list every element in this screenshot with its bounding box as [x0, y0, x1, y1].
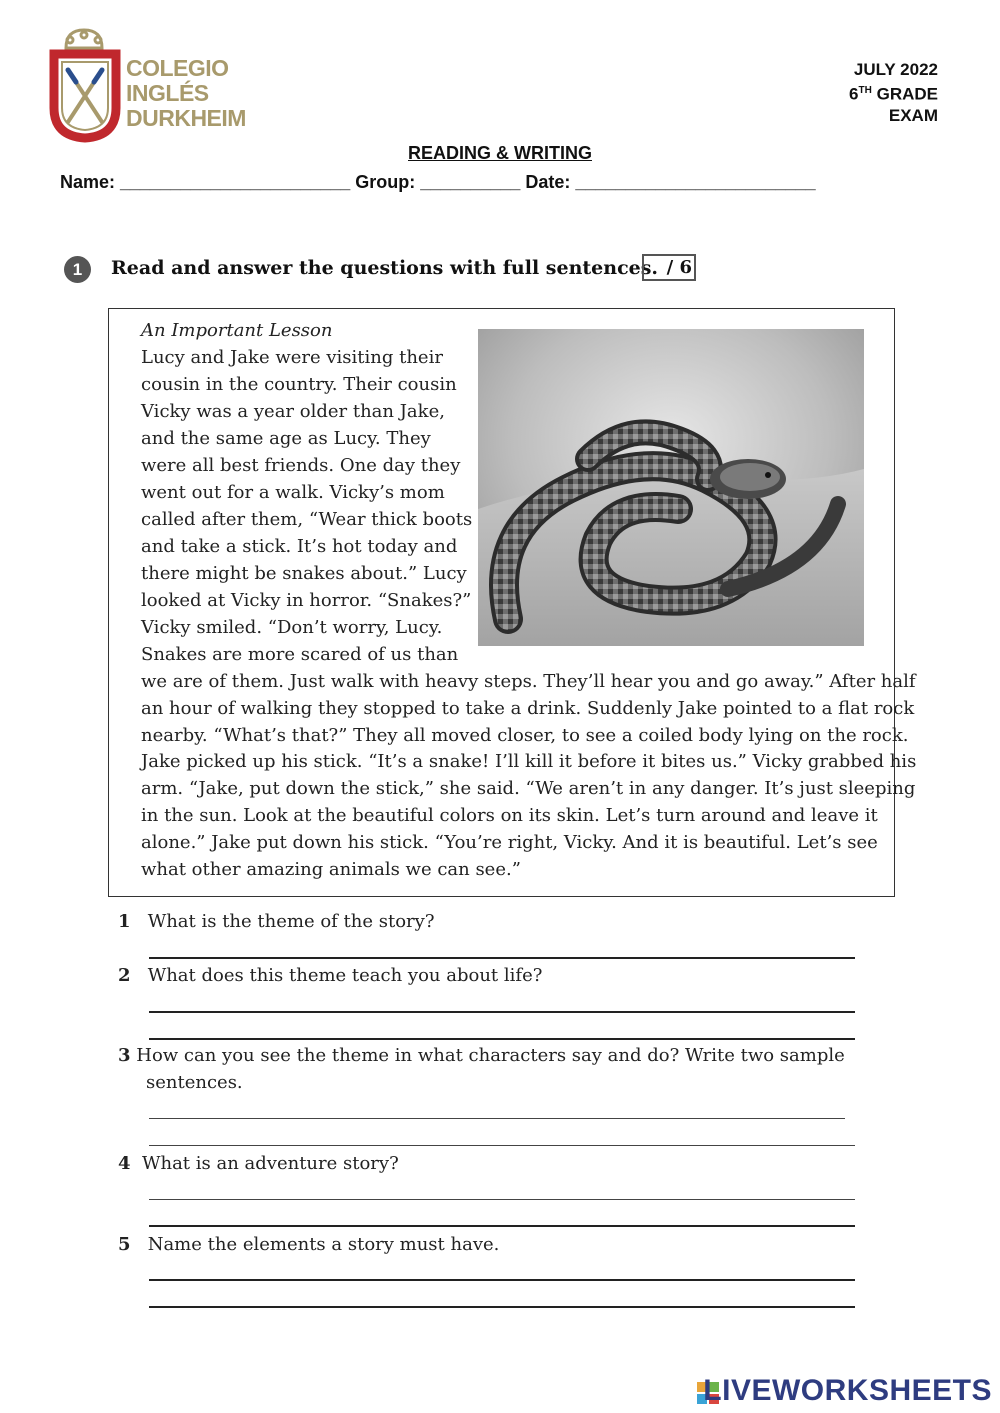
story-line: called after them, “Wear thick boots — [141, 509, 473, 530]
story-line: alone.” Jake put down his stick. “You’re right, Vicky. And it is beautiful. Let’s see — [141, 832, 878, 853]
question-2: 2 What does this theme teach you about life? — [118, 965, 543, 986]
story-line: and take a stick. It’s hot today and — [141, 536, 458, 557]
story-line: Vicky was a year older than Jake, — [141, 401, 445, 422]
question-3: 3 How can you see the theme in what characters say and do? Write two sample — [118, 1045, 845, 1066]
page-title: READING & WRITING — [408, 143, 592, 163]
story-line: there might be snakes about.” Lucy — [141, 563, 467, 584]
section-instruction: Read and answer the questions with full sentences. — [111, 257, 659, 279]
school-name-line-3: DURKHEIM — [126, 105, 246, 131]
school-name-line-2: INGLÉS — [126, 80, 209, 106]
question-3-continued: sentences. — [146, 1072, 243, 1093]
question-4: 4 What is an adventure story? — [118, 1153, 399, 1174]
story-line: in the sun. Look at the beautiful colors on its skin. Let’s turn around and leave it — [141, 805, 878, 826]
student-fields[interactable]: Name: _______________________ Group: __________ Date: ________________________ — [60, 172, 816, 192]
exam-grade: 6TH GRADE — [849, 84, 938, 104]
section-number-badge: 1 — [64, 256, 91, 283]
story-line: and the same age as Lucy. They — [141, 428, 431, 449]
answer-line[interactable] — [149, 1306, 855, 1308]
score-box: / 6 — [642, 254, 696, 281]
story-line: Jake picked up his stick. “It’s a snake! I’ll kill it before it bites us.” Vicky grabbed his — [141, 751, 917, 772]
answer-line[interactable] — [149, 1199, 855, 1200]
story-line: Lucy and Jake were visiting their — [141, 347, 443, 368]
snake-illustration — [478, 329, 864, 646]
school-name — [126, 56, 246, 131]
snake-photo — [478, 329, 864, 646]
answer-line[interactable] — [149, 957, 855, 959]
story-line: nearby. “What’s that?” They all moved closer, to see a coiled body lying on the rock. — [141, 725, 909, 746]
answer-line[interactable] — [149, 1145, 855, 1146]
story-line: Snakes are more scared of us than — [141, 644, 459, 665]
story-title: An Important Lesson — [141, 320, 333, 341]
story-line: what other amazing animals we can see.” — [141, 859, 521, 880]
exam-label: EXAM — [888, 105, 938, 125]
answer-line[interactable] — [149, 1038, 855, 1040]
story-line: cousin in the country. Their cousin — [141, 374, 457, 395]
story-line: an hour of walking they stopped to take a drink. Suddenly Jake pointed to a flat rock — [141, 698, 915, 719]
answer-line[interactable] — [149, 1118, 845, 1119]
school-name-line-1: COLEGIO — [126, 55, 229, 81]
answer-line[interactable] — [149, 1011, 855, 1013]
answer-line[interactable] — [149, 1279, 855, 1281]
question-1: 1 What is the theme of the story? — [118, 911, 435, 932]
story-line: we are of them. Just walk with heavy steps. They’ll hear you and go away.” After half — [141, 671, 916, 692]
answer-line[interactable] — [149, 1225, 855, 1227]
story-line: looked at Vicky in horror. “Snakes?” — [141, 590, 472, 611]
exam-date: JULY 2022 — [853, 60, 938, 79]
story-line: arm. “Jake, put down the stick,” she said. “We aren’t in any danger. It’s just sleeping — [141, 778, 916, 799]
story-line: Vicky smiled. “Don’t worry, Lucy. — [141, 617, 443, 638]
liveworksheets-brand[interactable]: LIVEWORKSHEETS — [703, 1374, 992, 1407]
question-5: 5 Name the elements a story must have. — [118, 1234, 500, 1255]
exam-info — [849, 59, 938, 126]
story-line: went out for a walk. Vicky’s mom — [141, 482, 445, 503]
story-line: were all best friends. One day they — [141, 455, 461, 476]
